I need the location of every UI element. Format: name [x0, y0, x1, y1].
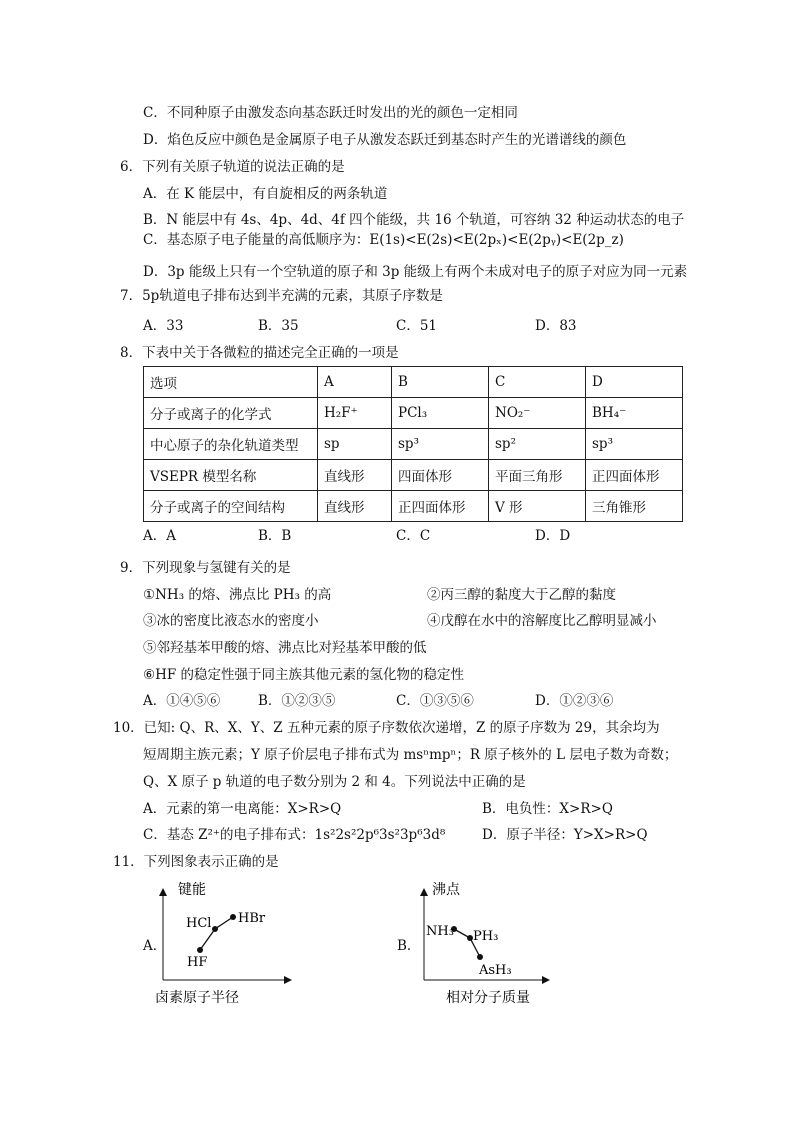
table-row-hybrid	[144, 429, 683, 460]
q6-formula-e2s: E(2s)	[416, 232, 453, 248]
table-cell: BH₄⁻	[586, 398, 683, 429]
table-cell: A	[318, 367, 392, 398]
table-cell: 直线形	[318, 460, 392, 491]
q11-stem: 11．下列图象表示正确的是	[113, 854, 279, 870]
q11-option-a-label: A．	[143, 938, 167, 954]
q10-stem-line-3: Q、X 原子 p 轨道的电子数分别为 2 和 4。下列说法中正确的是	[143, 774, 526, 790]
q10-option-c: C．基态 Z²⁺的电子排布式：1s²2s²2p⁶3s²3p⁶3d⁸	[143, 827, 446, 843]
table-row-shape	[144, 491, 683, 522]
q7-stem	[120, 287, 443, 305]
data-point-ash3	[477, 954, 483, 960]
table-cell: 分子或离子的化学式	[144, 398, 318, 429]
table-cell: 四面体形	[392, 460, 489, 491]
table-cell: 正四面体形	[392, 491, 489, 522]
point-label-hcl: HCl	[186, 916, 212, 931]
q5-option-d: D．焰色反应中颜色是金属原子电子从激发态跃迁到基态时产生的光谱谱线的颜色	[143, 132, 627, 148]
q6-formula-lt: <	[561, 232, 573, 248]
q9-stem: 9．下列现象与氢键有关的是	[120, 560, 291, 576]
table-cell: B	[392, 367, 489, 398]
point-label-hf: HF	[187, 955, 208, 970]
q6-formula-lt: <	[507, 232, 519, 248]
q7-orbital: 5p	[142, 288, 160, 304]
q6-option-b: B．N 能层中有 4s、4p、4d、4f 四个能级，共 16 个轨道，可容纳 32 种运动状态的电子	[143, 212, 685, 228]
q10-option-d: D．原子半径：Y>X>R>Q	[482, 827, 648, 843]
table-cell: 中心原子的杂化轨道类型	[144, 429, 318, 460]
data-point-hcl	[212, 926, 218, 932]
point-label-ph3: PH₃	[473, 929, 499, 944]
table-cell: sp²	[489, 429, 586, 460]
table-cell: 选项	[144, 367, 318, 398]
q7-option-a: A．33	[143, 318, 184, 334]
q9-item-6: ⑥HF 的稳定性强于同主族其他元素的氢化物的稳定性	[143, 667, 465, 683]
q7-stem-text: 轨道电子排布达到半充满的元素，其原子序数是	[159, 288, 443, 304]
q11-chart-b	[410, 872, 560, 1012]
q9-item-5: ⑤邻羟基苯甲酸的熔、沸点比对羟基苯甲酸的低	[143, 640, 427, 656]
data-point-hf	[197, 947, 203, 953]
y-axis-label: 沸点	[432, 882, 460, 898]
table-cell: 直线形	[318, 491, 392, 522]
table-cell: sp³	[392, 429, 489, 460]
q9-option-b: B．①②③⑤	[258, 693, 336, 709]
x-axis-label: 相对分子质量	[446, 990, 530, 1006]
table-cell: 正四面体形	[586, 460, 683, 491]
q8-table	[143, 366, 683, 522]
table-cell: sp	[318, 429, 392, 460]
q7-option-d: D．83	[535, 318, 577, 334]
q6-formula-lt: <	[405, 232, 417, 248]
q6-option-c	[143, 231, 624, 249]
table-cell: NO₂⁻	[489, 398, 586, 429]
table-row-header	[144, 367, 683, 398]
table-cell: D	[586, 367, 683, 398]
q6-option-d: D．3p 能级上只有一个空轨道的原子和 3p 能级上有两个未成对电子的原子对应为同一元素	[143, 264, 688, 280]
table-cell: 平面三角形	[489, 460, 586, 491]
q10-stem-line-2: 短周期主族元素；Y 原子价层电子排布式为 msⁿmpⁿ；R 原子核外的 L 层电子数为奇数；	[143, 747, 678, 763]
q7-option-b: B．35	[258, 318, 299, 334]
q6-formula-e2pz: E(2p_z)	[572, 232, 624, 248]
q8-option-d: D．D	[535, 528, 571, 544]
q5-option-c: C．不同种原子由激发态向基态跃迁时发出的光的颜色一定相同	[143, 105, 518, 121]
q10-stem-line-1: 10．已知: Q、R、X、Y、Z 五种元素的原子序数依次递增，Z 的原子序数为 29，其余均为	[113, 720, 660, 736]
table-cell: C	[489, 367, 586, 398]
q6-formula-e2py: E(2pᵧ)	[518, 232, 562, 248]
table-cell: 三角锥形	[586, 491, 683, 522]
table-cell: H₂F⁺	[318, 398, 392, 429]
table-cell: 分子或离子的空间结构	[144, 491, 318, 522]
q8-option-a: A．A	[143, 528, 176, 544]
q8-stem: 8．下表中关于各微粒的描述完全正确的一项是	[120, 345, 399, 361]
q9-item-2: ②丙三醇的黏度大于乙醇的黏度	[427, 587, 616, 603]
q9-option-c: C．①③⑤⑥	[396, 693, 474, 709]
q9-item-1: ①NH₃ 的熔、沸点比 PH₃ 的高	[143, 587, 332, 603]
table-row-vsepr	[144, 460, 683, 491]
q10-option-b: B．电负性：X>R>Q	[482, 801, 613, 817]
x-axis-label: 卤素原子半径	[155, 990, 239, 1006]
q6-option-c-prefix: C．基态原子电子能量的高低顺序为：	[143, 232, 370, 248]
table-cell: sp³	[586, 429, 683, 460]
q10-option-a: A．元素的第一电离能：X>R>Q	[143, 801, 342, 817]
table-row-formula	[144, 398, 683, 429]
table-cell: V 形	[489, 491, 586, 522]
table-cell: PCl₃	[392, 398, 489, 429]
point-label-hbr: HBr	[238, 911, 266, 926]
table-cell: VSEPR 模型名称	[144, 460, 318, 491]
q6-formula-e1s: E(1s)	[369, 232, 406, 248]
q8-option-c: C．C	[396, 528, 431, 544]
q9-item-4: ④戊醇在水中的溶解度比乙醇明显减小	[427, 613, 657, 629]
q9-option-a: A．①④⑤⑥	[143, 693, 221, 709]
point-label-nh3: NH₃	[426, 924, 454, 939]
point-label-ash3: AsH₃	[479, 963, 512, 978]
q11-chart-a	[150, 872, 300, 1012]
y-axis-label: 键能	[178, 882, 206, 898]
q6-option-a: A．在 K 能层中，有自旋相反的两条轨道	[143, 186, 388, 202]
q7-number: 7．	[120, 288, 143, 304]
q6-formula-e2px: E(2pₓ)	[463, 232, 508, 248]
q7-option-c: C．51	[396, 318, 438, 334]
q9-item-3: ③冰的密度比液态水的密度小	[143, 613, 319, 629]
q6-stem: 6．下列有关原子轨道的说法正确的是	[120, 159, 345, 175]
q8-option-b: B．B	[258, 528, 292, 544]
q9-option-d: D．①②③⑥	[535, 693, 614, 709]
q11-option-b-label: B．	[397, 938, 421, 954]
q6-formula-lt: <	[452, 232, 464, 248]
data-point-hbr	[230, 914, 236, 920]
